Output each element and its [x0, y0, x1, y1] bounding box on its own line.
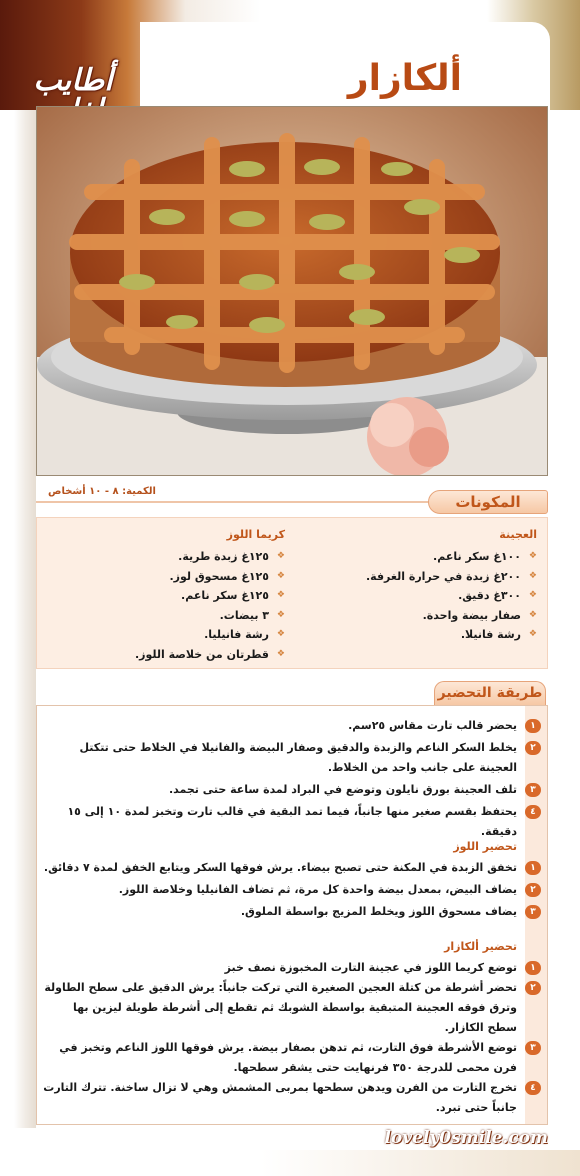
step-number: ٤ [525, 1081, 541, 1095]
step-number: ٢ [525, 883, 541, 897]
step-number: ٣ [525, 783, 541, 797]
list-item [55, 586, 285, 606]
method-step [43, 738, 536, 778]
method-step [43, 1078, 536, 1118]
step-number: ٤ [525, 805, 541, 819]
list-item [317, 547, 537, 567]
bullet-icon: ❖ [276, 570, 285, 581]
list-item [317, 567, 537, 587]
dough-ingredients [317, 528, 537, 645]
bullet-icon: ❖ [528, 570, 537, 581]
step-text: يضاف البيض، بمعدل بيضة واحدة كل مرة، ثم تضاف الفانيليا وخلاصة اللوز. [118, 883, 517, 896]
list-item [55, 625, 285, 645]
method-step [43, 880, 536, 900]
site-watermark: lovely0smile.com [384, 1128, 548, 1148]
list-item [317, 606, 537, 626]
step-text: تخفق الزبدة في المكنة حتى تصبح بيضاء. يرش فوقها السكر ويتابع الخفق لمدة ٧ دقائق. [43, 861, 517, 874]
ingredient-text: ٣٠٠غ دقيق. [458, 589, 521, 602]
list-item [55, 547, 285, 567]
dough-list [317, 547, 537, 645]
method-step [43, 716, 536, 736]
step-number: ٢ [525, 981, 541, 995]
brand-logo-text: أطايب [33, 63, 113, 98]
method-step [43, 958, 536, 978]
ingredients-header [36, 486, 548, 516]
ingredient-text: صفار بيضة واحدة. [422, 608, 521, 622]
method-step [43, 978, 536, 1038]
bullet-icon: ❖ [276, 551, 285, 561]
left-decorative-rail [14, 110, 36, 1128]
method-step [43, 902, 536, 922]
step-text: يحضر قالب تارت مقاس ٢٥سم. [348, 719, 517, 732]
list-item [55, 645, 285, 665]
step-number: ٢ [525, 741, 541, 755]
bullet-icon: ❖ [528, 551, 537, 561]
step-text: توضع الأشرطة فوق التارت، ثم تدهن بصفار بيضة. يرش فوقها اللوز الناعم وتخبز في فرن محمى للدرجة ٣٥٠ فرنهايت حتى يشقر سطحها. [59, 1041, 517, 1074]
step-number: ٣ [525, 905, 541, 919]
ingredient-text: ٢٠٠غ زبدة في حرارة الغرفة. [365, 569, 521, 583]
ingredients-box [36, 517, 548, 669]
step-text: تلف العجينة بورق نايلون وتوضع في البراد لمدة ساعة حتى تجمد. [168, 783, 517, 796]
method-step [43, 780, 536, 800]
list-item [55, 606, 285, 626]
step-text: تحضر أشرطة من كتلة العجين الصغيرة التي تركت جانباً: يرش الدقيق على سطح الطاولة وترق فوقه العجينة المتبقية بواسطة الشوبك ثم تقطع إلى أشرطة طويلة ليزين بها سطح الكازار. [44, 981, 517, 1034]
header-panel [140, 22, 550, 112]
alcazar-prep-title: تحضير ألكازار [444, 940, 517, 953]
recipe-title: ألكازار [347, 58, 462, 99]
bullet-icon: ❖ [528, 629, 537, 639]
hero-photo-frame [36, 106, 548, 476]
step-number: ١ [525, 861, 541, 875]
ingredient-text: ١٢٥غ سكر ناعم. [181, 589, 269, 602]
method-step [43, 802, 536, 842]
ingredient-text: ١٠٠غ سكر ناعم. [433, 550, 521, 563]
list-item [317, 586, 537, 606]
method-heading: طريقة التحضير [434, 681, 546, 705]
footer-bar [0, 1150, 580, 1176]
almond-cream-ingredients [55, 528, 285, 664]
list-item [55, 567, 285, 587]
bullet-icon: ❖ [528, 590, 537, 600]
almond-prep-title: تحضير اللوز [453, 840, 517, 853]
step-text: يحتفظ بقسم صغير منها جانباً، فيما تمد البقية في قالب تارت وتخبز لمدة ١٠ إلى ١٥ دقيقة. [67, 805, 517, 838]
almond-cream-title: كريما اللوز [226, 528, 285, 541]
step-number: ١ [525, 961, 541, 975]
method-box [36, 705, 548, 1125]
step-text: توضع كريما اللوز في عجينة التارت المخبوزة نصف خبز [224, 961, 517, 974]
bullet-icon: ❖ [276, 629, 285, 639]
ingredient-text: رشة فانيلا. [460, 628, 521, 641]
tart-photo [37, 107, 547, 475]
step-number: ١ [525, 719, 541, 733]
method-step [43, 858, 536, 878]
ingredient-text: ٣ بيضات. [219, 608, 269, 622]
step-text: يضاف مسحوق اللوز ويخلط المزيج بواسطة الملوق. [240, 905, 517, 918]
bullet-icon: ❖ [528, 609, 537, 620]
ingredients-heading: المكونات [428, 490, 548, 514]
ingredient-text: رشة فانيليا. [204, 628, 269, 641]
bullet-icon: ❖ [276, 590, 285, 600]
ingredients-divider [36, 501, 430, 503]
step-text: تخرج التارت من الفرن ويدهن سطحها بمربى المشمش وهي لا تزال ساخنة. تترك التارت جانباً حتى تبرد. [43, 1081, 517, 1114]
step-number: ٣ [525, 1041, 541, 1055]
method-step [43, 1038, 536, 1078]
dough-title: العجينة [499, 528, 537, 541]
step-text: يخلط السكر الناعم والزبدة والدقيق وصفار البيضة والفانيلا في الخلاط حتى تتكتل العجينة على جانب واحد من الخلاط. [79, 741, 517, 774]
ingredient-text: ١٢٥غ مسحوق لوز. [169, 569, 269, 583]
bullet-icon: ❖ [276, 648, 285, 659]
ingredient-text: قطرتان من خلاصة اللوز. [135, 647, 269, 661]
servings-quantity: الكمية: ٨ - ١٠ أشخاص [44, 486, 160, 497]
bullet-icon: ❖ [276, 609, 285, 620]
ingredient-text: ١٢٥غ زبدة طرية. [178, 550, 269, 563]
almond-cream-list [55, 547, 285, 664]
list-item [317, 625, 537, 645]
